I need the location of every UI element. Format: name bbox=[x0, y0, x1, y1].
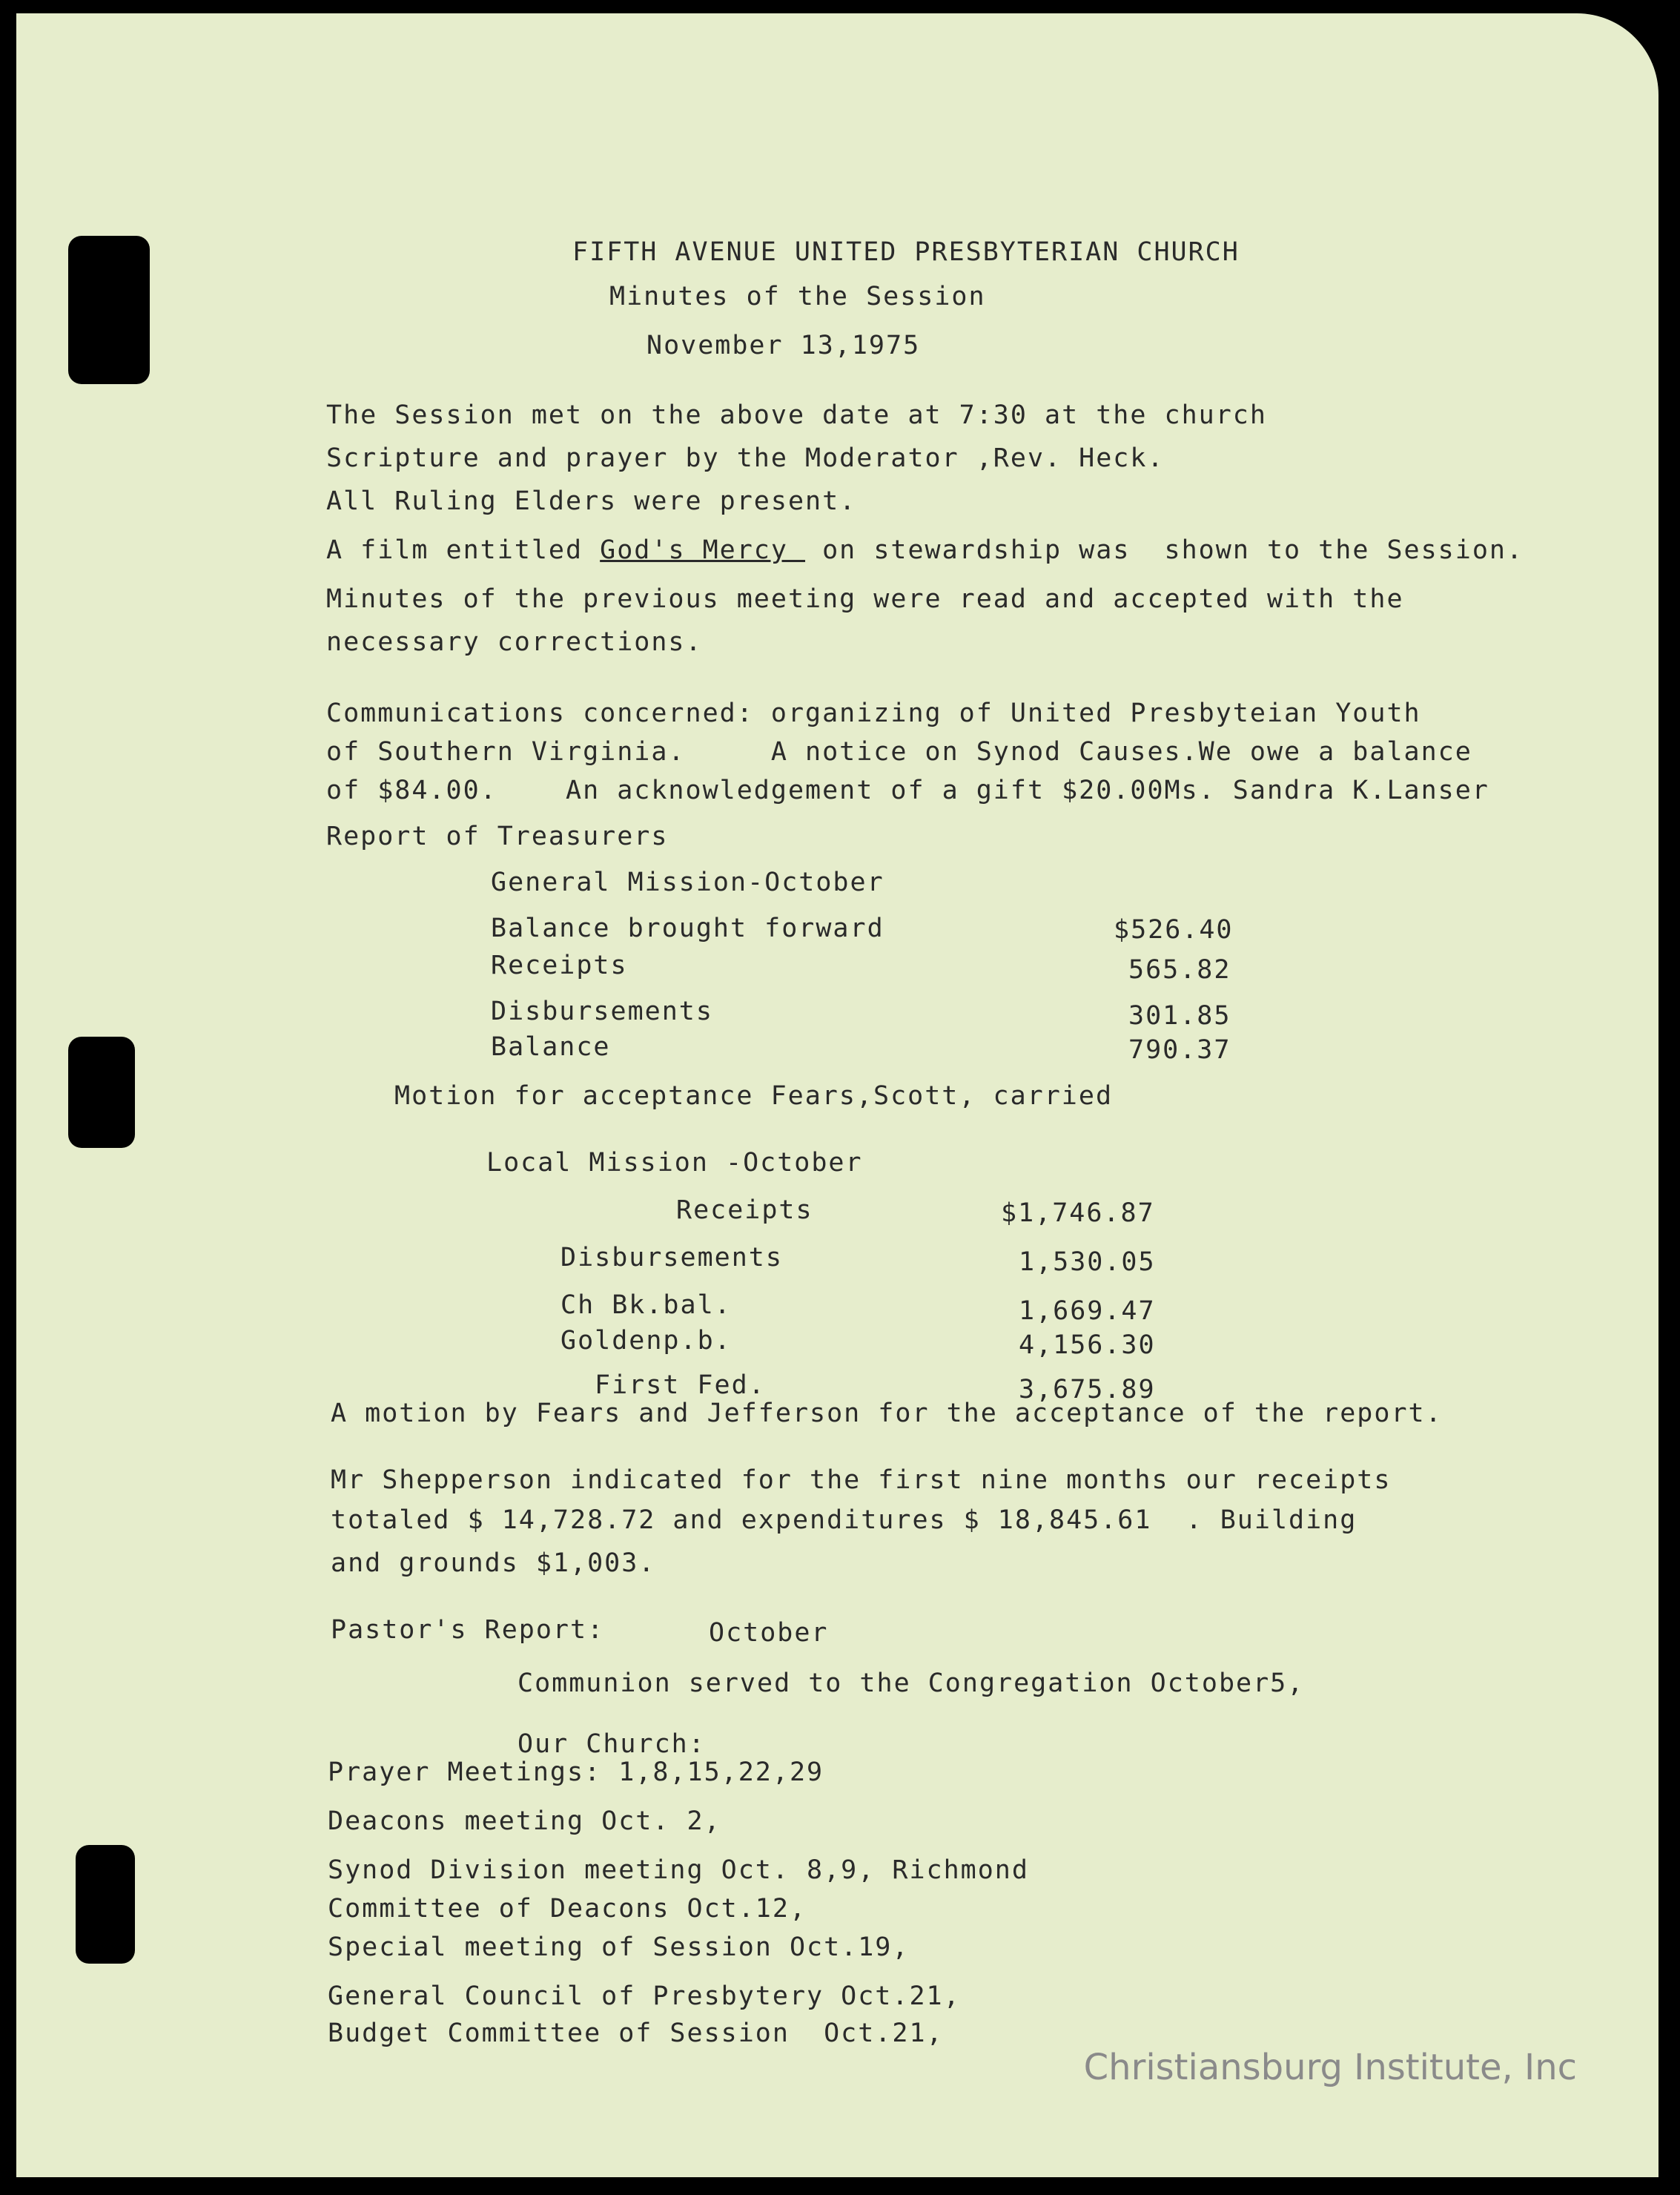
ledger-value: 301.85 bbox=[1128, 1001, 1231, 1031]
ledger-label: Disbursements bbox=[491, 997, 713, 1026]
film-line-prefix: A film entitled bbox=[326, 535, 601, 565]
film-line bbox=[326, 535, 1524, 565]
list-item: Budget Committee of Session Oct.21, bbox=[328, 2019, 944, 2048]
ledger-label: Ch Bk.bal. bbox=[560, 1290, 732, 1320]
binder-hole bbox=[68, 236, 150, 384]
general-mission-heading: General Mission-October bbox=[491, 868, 884, 897]
pastor-report-label: Pastor's Report: bbox=[331, 1615, 605, 1645]
ledger-label: Disbursements bbox=[560, 1243, 783, 1273]
communications-line: of $84.00. An acknowledgement of a gift $20.00Ms. Sandra K.Lanser bbox=[326, 776, 1489, 805]
document-page bbox=[16, 13, 1658, 2177]
intro-line: The Session met on the above date at 7:30 at the church bbox=[326, 400, 1267, 430]
local-mission-heading: Local Mission -October bbox=[486, 1148, 863, 1178]
ledger-label: Balance bbox=[491, 1032, 611, 1062]
film-title: God's Mercy bbox=[600, 535, 806, 565]
communion-line: Communion served to the Congregation October5, bbox=[517, 1668, 1305, 1698]
film-line-suffix: on stewardship was shown to the Session. bbox=[805, 535, 1524, 565]
shepperson-line: Mr Shepperson indicated for the first nine months our receipts bbox=[331, 1465, 1392, 1495]
pastor-report-month: October bbox=[709, 1618, 829, 1648]
ledger-label: Goldenp.b. bbox=[560, 1326, 732, 1356]
ledger-value: 565.82 bbox=[1128, 955, 1231, 985]
ledger-label: Receipts bbox=[491, 951, 628, 980]
treasurers-report-heading: Report of Treasurers bbox=[326, 822, 669, 851]
intro-line: Minutes of the previous meeting were read and accepted with the bbox=[326, 584, 1404, 614]
ledger-label: Balance brought forward bbox=[491, 914, 884, 943]
intro-line: Scripture and prayer by the Moderator ,Rev. Heck. bbox=[326, 443, 1165, 473]
communications-line: of Southern Virginia. A notice on Synod Causes.We owe a balance bbox=[326, 737, 1472, 767]
document-title: Minutes of the Session bbox=[609, 282, 986, 311]
ledger-value: 1,669.47 bbox=[1019, 1296, 1156, 1326]
watermark: Christiansburg Institute, Inc bbox=[1083, 2047, 1577, 2088]
ledger-label: First Fed. bbox=[595, 1370, 766, 1400]
shepperson-line: totaled $ 14,728.72 and expenditures $ 18,845.61 . Building bbox=[331, 1505, 1357, 1535]
list-item: General Council of Presbytery Oct.21, bbox=[328, 1981, 961, 2011]
ledger-value: 790.37 bbox=[1128, 1035, 1231, 1065]
motion-line: A motion by Fears and Jefferson for the acceptance of the report. bbox=[331, 1399, 1443, 1428]
intro-line: All Ruling Elders were present. bbox=[326, 486, 857, 516]
list-item: Prayer Meetings: 1,8,15,22,29 bbox=[328, 1757, 824, 1787]
list-item: Deacons meeting Oct. 2, bbox=[328, 1806, 721, 1836]
ledger-value: $526.40 bbox=[1114, 915, 1234, 945]
intro-line: necessary corrections. bbox=[326, 627, 703, 657]
ledger-value: $1,746.87 bbox=[1001, 1198, 1155, 1228]
meeting-date: November 13,1975 bbox=[646, 331, 921, 360]
list-item: Committee of Deacons Oct.12, bbox=[328, 1894, 807, 1924]
binder-hole bbox=[68, 1037, 135, 1148]
ledger-value: 1,530.05 bbox=[1019, 1247, 1156, 1277]
motion-line: Motion for acceptance Fears,Scott, carried bbox=[394, 1081, 1114, 1111]
shepperson-line: and grounds $1,003. bbox=[331, 1548, 656, 1578]
list-item: Special meeting of Session Oct.19, bbox=[328, 1932, 910, 1962]
our-church-heading: Our Church: bbox=[517, 1729, 706, 1759]
list-item: Synod Division meeting Oct. 8,9, Richmond bbox=[328, 1855, 1029, 1885]
ledger-value: 3,675.89 bbox=[1019, 1375, 1156, 1405]
ledger-value: 4,156.30 bbox=[1019, 1330, 1156, 1360]
binder-hole bbox=[76, 1845, 135, 1964]
ledger-label: Receipts bbox=[676, 1195, 813, 1225]
communications-line: Communications concerned: organizing of United Presbyteian Youth bbox=[326, 699, 1421, 728]
church-name: FIFTH AVENUE UNITED PRESBYTERIAN CHURCH bbox=[572, 237, 1240, 267]
